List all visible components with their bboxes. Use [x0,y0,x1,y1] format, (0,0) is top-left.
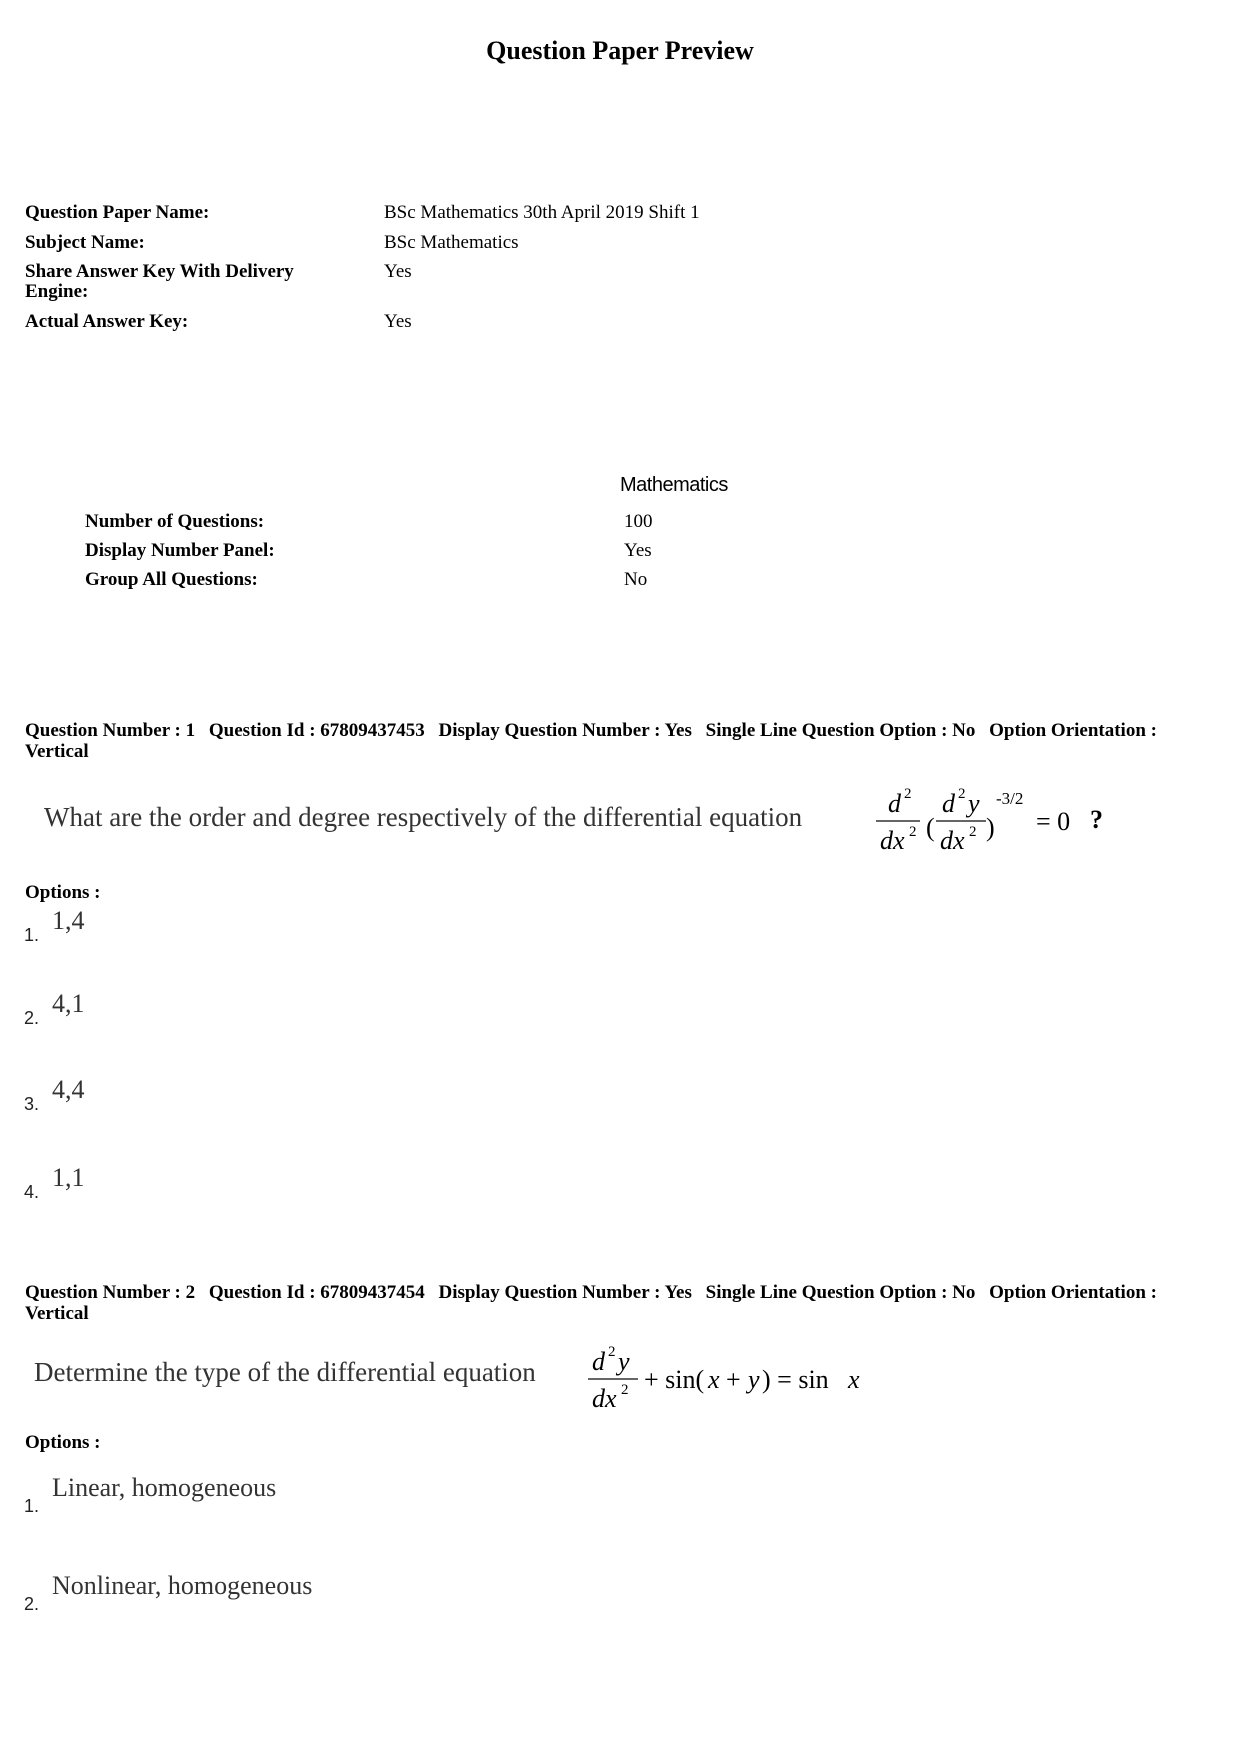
svg-text:2: 2 [958,786,966,802]
actual-answer-key-value: Yes [384,311,412,332]
question-1-option-4-number: 4. [24,1182,40,1202]
svg-text:d: d [942,789,955,818]
question-2-orientation: Option Orientation : Vertical [25,1282,1157,1324]
section-name: Mathematics [620,474,728,496]
question-1-text: What are the order and degree respectively of the differential equation [44,802,803,832]
question-2-option-1-number: 1. [24,1496,40,1516]
question-1-id: Question Id : 67809437453 [208,720,425,741]
svg-text:2: 2 [904,786,912,802]
question-2-number: Question Number : 2 [25,1282,196,1303]
question-2-options-label: Options : [25,1432,101,1453]
paper-name-value: BSc Mathematics 30th April 2019 Shift 1 [384,202,700,223]
svg-text:x: x [848,1365,860,1394]
question-1-options-label: Options : [25,882,101,903]
number-of-questions-value: 100 [624,511,653,532]
svg-text:2: 2 [909,824,917,840]
svg-text:?: ? [1090,805,1103,834]
svg-text:x: x [708,1365,720,1394]
svg-text:): ) [986,813,995,842]
svg-text:y: y [618,1347,630,1376]
svg-text:d: d [592,1347,605,1376]
svg-text:) = sin: ) = sin [762,1365,829,1394]
share-answer-key-value: Yes [384,261,412,282]
group-all-questions-label: Group All Questions: [85,569,258,590]
question-1-option-3-text[interactable]: 4,4 [52,1075,85,1104]
group-all-questions-value: No [624,569,648,590]
question-2-option-2-text[interactable]: Nonlinear, homogeneous [52,1571,313,1600]
question-1-display: Display Question Number : Yes [438,720,692,741]
question-1-single-line: Single Line Question Option : No [705,720,976,741]
subject-name-label: Subject Name: [25,232,145,253]
question-1-option-4-text[interactable]: 1,1 [52,1163,85,1192]
question-2-header [25,1282,1185,1324]
question-2-option-1-text[interactable]: Linear, homogeneous [52,1473,277,1502]
question-2-text: Determine the type of the differential equation [34,1357,536,1387]
question-2-equation [586,1334,906,1414]
svg-text:+: + [726,1365,741,1394]
svg-text:= 0: = 0 [1036,807,1071,836]
svg-text:-3/2: -3/2 [996,789,1024,808]
question-1-option-2-number: 2. [24,1008,40,1028]
number-of-questions-label: Number of Questions: [85,511,265,532]
svg-text:(: ( [926,813,935,842]
question-1-option-2-text[interactable]: 4,1 [52,989,85,1018]
actual-answer-key-label: Actual Answer Key: [25,311,189,332]
page-title: Question Paper Preview [486,36,754,65]
question-2-single-line: Single Line Question Option : No [705,1282,976,1303]
svg-text:2: 2 [969,824,977,840]
question-1-equation [868,776,1118,856]
question-1-option-1-number: 1. [24,925,40,945]
question-2-id: Question Id : 67809437454 [208,1282,425,1303]
svg-text:dx: dx [880,826,905,855]
question-1-orientation: Option Orientation : Vertical [25,720,1157,762]
question-1-option-3-number: 3. [24,1094,40,1114]
svg-text:+ sin(: + sin( [644,1365,705,1394]
display-number-panel-value: Yes [624,540,652,561]
question-1-number: Question Number : 1 [25,720,196,741]
question-1-header [25,720,1185,762]
question-1-option-1-text[interactable]: 1,4 [52,906,85,935]
svg-text:y: y [748,1365,760,1394]
share-answer-key-label: Share Answer Key With Delivery Engine: [25,261,294,302]
question-2-display: Display Question Number : Yes [438,1282,692,1303]
svg-text:2: 2 [621,1382,629,1398]
svg-text:dx: dx [940,826,965,855]
display-number-panel-label: Display Number Panel: [85,540,275,561]
svg-text:d: d [888,789,901,818]
svg-text:y: y [968,789,980,818]
paper-name-label: Question Paper Name: [25,202,210,223]
svg-text:dx: dx [592,1384,617,1413]
question-2-option-2-number: 2. [24,1594,40,1614]
svg-text:2: 2 [608,1344,616,1360]
subject-name-value: BSc Mathematics [384,232,519,253]
